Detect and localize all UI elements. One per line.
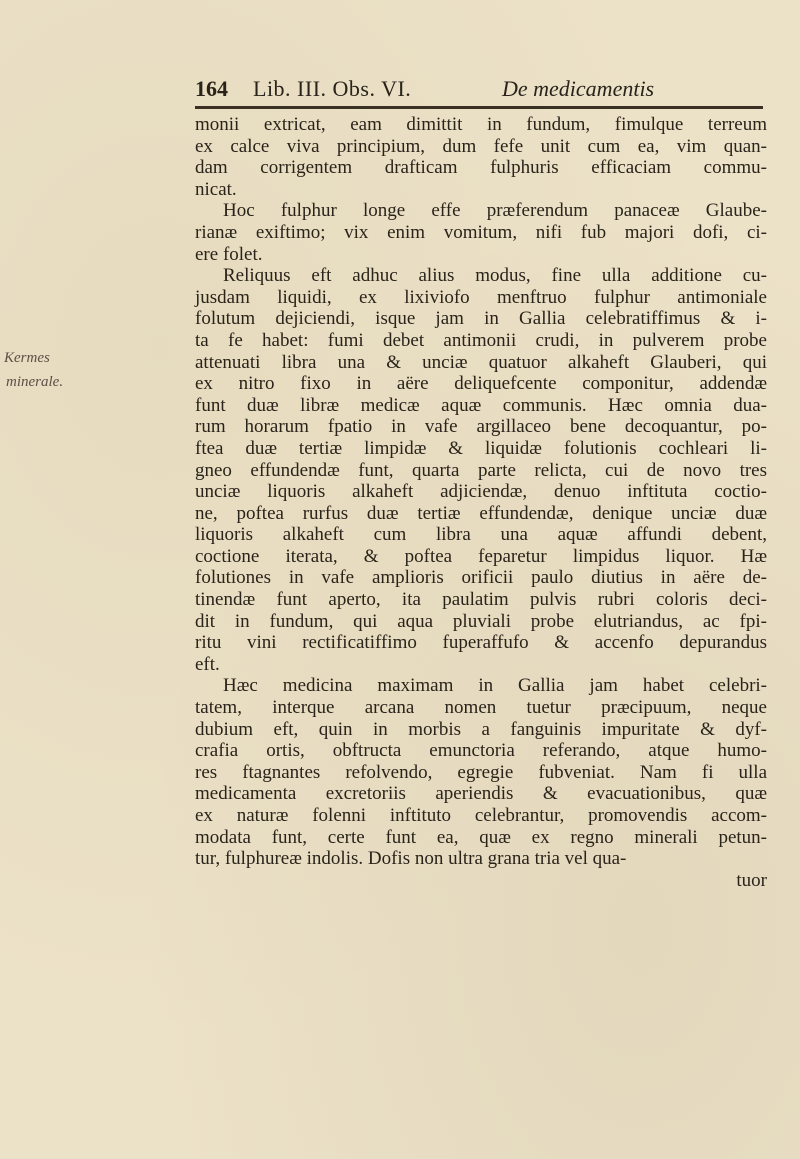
catchword: tuor bbox=[736, 869, 767, 891]
text-line: monii extricat, eam dimittit in fundum, fimulque terreum bbox=[195, 114, 767, 135]
paragraph bbox=[195, 265, 767, 675]
text-line: ne, poftea rurfus duæ tertiæ effundendæ, denique unciæ duæ bbox=[195, 502, 767, 524]
text-line: dit in fundum, qui aqua pluviali probe elutriandus, ac fpi- bbox=[195, 610, 767, 632]
margin-note bbox=[4, 350, 164, 420]
text-line: unciæ liquoris alkaheft adjiciendæ, denuo inftituta coctio- bbox=[195, 481, 767, 503]
text-line: ex nitro fixo in aëre deliquefcente componitur, addendæ bbox=[195, 373, 767, 395]
text-line: ex naturæ folenni inftituto celebrantur, promovendis accom- bbox=[195, 805, 767, 826]
text-line: Reliquus eft adhuc alius modus, fine ulla additione cu- bbox=[223, 265, 767, 287]
text-line: folutum dejiciendi, isque jam in Gallia celebratiffimus & i- bbox=[195, 308, 767, 330]
text-line: ta fe habet: fumi debet antimonii crudi, in pulverem probe bbox=[195, 329, 767, 351]
running-header bbox=[195, 74, 765, 104]
text-line: crafia ortis, obftructa emunctoria referando, atque humo- bbox=[195, 740, 767, 762]
margin-note-line: minerale. bbox=[6, 374, 64, 390]
text-line: tinendæ funt aperto, ita paulatim pulvis rubri coloris deci- bbox=[195, 589, 767, 611]
text-line: gneo effundendæ funt, quarta parte relicta, cui de novo tres bbox=[195, 459, 767, 481]
text-line: coctione iterata, & poftea feparetur limpidus liquor. Hæ bbox=[195, 545, 767, 567]
text-line: Hæc medicina maximam in Gallia jam habet celebri- bbox=[223, 675, 767, 697]
text-line: rum horarum fpatio in vafe argillaceo bene decoquantur, po- bbox=[195, 416, 767, 438]
text-line: funt duæ libræ medicæ aquæ communis. Hæc omnia dua- bbox=[195, 394, 767, 416]
text-line: tur, fulphureæ indolis. Dofis non ultra grana tria vel qua- bbox=[195, 848, 627, 870]
text-line: tatem, interque arcana nomen tuetur præcipuum, neque bbox=[195, 697, 767, 719]
text-line: ere folet. bbox=[195, 243, 263, 265]
book-reference: Lib. III. Obs. VI. bbox=[253, 76, 412, 101]
body-text bbox=[195, 114, 767, 891]
text-line: ritu vini rectificatiffimo fuperaffufo & accenfo depurandus bbox=[195, 632, 767, 654]
text-line: Hoc fulphur longe effe præferendum panaceæ Glaube- bbox=[223, 200, 767, 222]
text-line: liquoris alkaheft cum libra una aquæ affundi debent, bbox=[195, 524, 767, 546]
paragraph bbox=[195, 675, 767, 869]
paragraph bbox=[195, 114, 767, 200]
margin-note-line: Kermes bbox=[4, 350, 50, 366]
text-line: ftea duæ tertiæ limpidæ & liquidæ folutionis cochleari li- bbox=[195, 437, 767, 459]
text-line: dam corrigentem drafticam fulphuris efficaciam commu- bbox=[195, 157, 767, 179]
text-line: folutiones in vafe amplioris orificii paulo diutius in aëre de- bbox=[195, 567, 767, 589]
text-line: attenuati libra una & unciæ quatuor alkaheft Glauberi, qui bbox=[195, 351, 767, 373]
page-number: 164 bbox=[195, 76, 228, 101]
text-line: res ftagnantes refolvendo, egregie fubveniat. Nam fi ulla bbox=[195, 761, 767, 783]
text-line: nicat. bbox=[195, 178, 237, 200]
header-rule bbox=[195, 106, 763, 109]
text-line: modata funt, certe funt ea, quæ ex regno minerali petun- bbox=[195, 826, 767, 848]
chapter-subject: De medicamentis bbox=[502, 76, 655, 101]
text-line: medicamenta excretoriis aperiendis & evacuationibus, quæ bbox=[195, 783, 767, 805]
text-line: dubium eft, quin in morbis a fanguinis impuritate & dyf- bbox=[195, 718, 767, 740]
text-line: ex calce viva principium, dum fefe unit cum ea, vim quan- bbox=[195, 135, 767, 157]
text-line: eft. bbox=[195, 653, 220, 675]
paragraph bbox=[195, 200, 767, 265]
text-line: jusdam liquidi, ex lixiviofo menftruo fulphur antimoniale bbox=[195, 286, 767, 308]
text-line: rianæ exiftimo; vix enim vomitum, nifi fub majori dofi, ci- bbox=[195, 221, 767, 243]
